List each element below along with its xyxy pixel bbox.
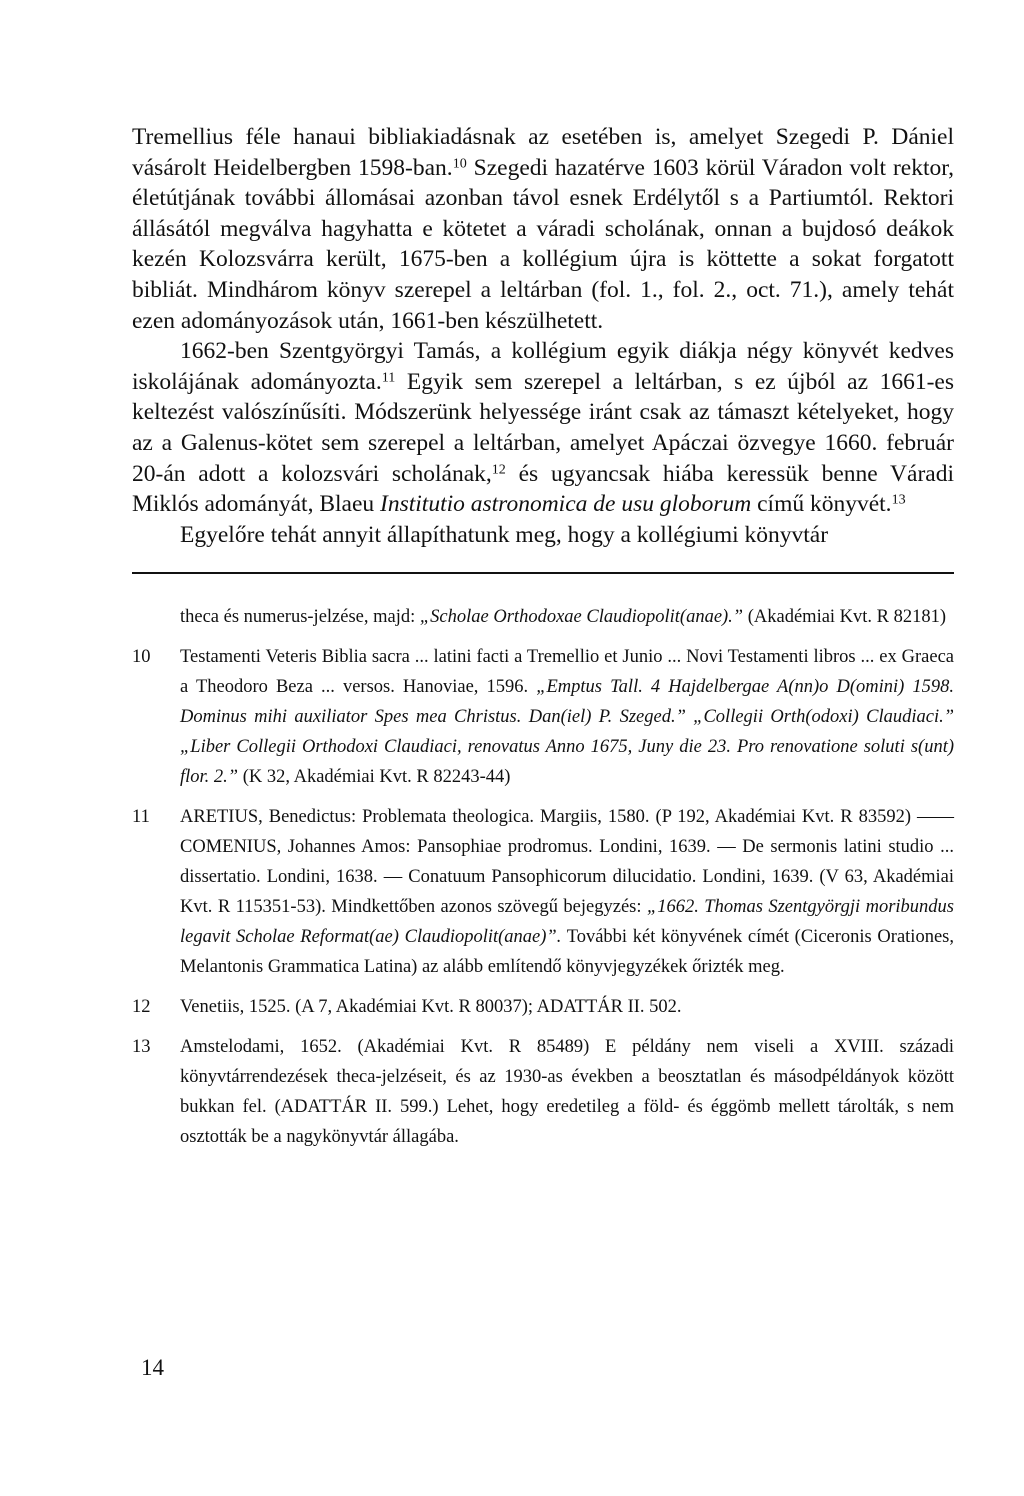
footnote-continuation (132, 602, 954, 632)
footnote-ref-12[interactable]: 12 (491, 460, 506, 477)
page-content (132, 122, 954, 1162)
main-text (132, 122, 954, 550)
paragraph-text: című könyvét. (751, 491, 892, 518)
footnote-number: 12 (132, 997, 151, 1018)
paragraph-text: Tremellius féle hanaui bibliakiadásnak az esetében is, amelyet Szegedi P. Dániel vásárolt Heidelbergben 1598-ban. (132, 124, 954, 181)
footnote-text: (Akadémiai Kvt. R 82181) (743, 607, 947, 628)
footnote-number: 13 (132, 1037, 151, 1058)
paragraph-2 (132, 336, 954, 520)
footnote-text: Amstelodami, 1652. (Akadémiai Kvt. R 85489) E példány nem viseli a XVIII. századi könyvtárrendezések theca-jelzéseit, és az 1930-as években a beosztatlan és másodpéldányok között bukkan fel. (ADATTÁR II. 599.) Lehet, hogy eredetileg a föld- és éggömb mellett tárolták, s nem osztották be a nagykönyvtár állagába. (180, 1037, 954, 1148)
paragraph-text: Szegedi hazatérve 1603 körül Váradon volt rektor, életútjának további állomásai azonban távol esnek Erdélytől s a Partiumtól. Rektori állásától megválva hagyhatta e kötetet a váradi scholának, onnan a bujdosó deákok kezén Kolozsvárra került, 1675-ben a kollégium újra is köttette a sokat forgatott bibliát. Mindhárom könyv szerepel a leltárban (fol. 1., fol. 2., oct. 71.), amely tehát ezen adományozások után, 1661-ben készülhetett. (132, 154, 954, 334)
footnote-11 (132, 802, 954, 982)
paragraph-text: Egyik sem szerepel a leltárban, s ez újból az 1661-es keltezést valószínűsíti. Módszerünk helyessége iránt csak az támaszt kételyeket, hogy az a Galenus-kötet sem szerepel a leltárban, amelyet Apáczai özvegye 1660. február 20-án adott a kolozsvári scholának, (132, 368, 954, 487)
paragraph-1 (132, 122, 954, 336)
paragraph-text: 1662-ben Szentgyörgyi Tamás, a kollégium egyik diákja négy könyvét kedves iskolájának adományozta. (132, 338, 954, 395)
book-title: Institutio astronomica de usu globorum (380, 491, 752, 518)
footnote-12 (132, 992, 954, 1022)
footnote-divider (132, 572, 954, 574)
footnote-text: theca és numerus-jelzése, majd: (180, 607, 420, 628)
footnote-italic: „1662. Thomas Szentgyörgji moribundus legavit Scholae Reformat(ae) Claudiopolit(anae)”. (180, 897, 954, 948)
footnotes (132, 602, 954, 1152)
footnote-text: ARETIUS, Benedictus: Problemata theologica. Margiis, 1580. (P 192, Akadémiai Kvt. R 83592) —— COMENIUS, Johannes Amos: Pansophiae prodromus. Londini, 1639. — De sermonis latini studio ... dissertatio. Londini, 1638. — Conatuum Pansophicorum dilucidatio. Londini, 1639. (V 63, Akadémiai Kvt. R 115351-53). Mindkettőben azonos szövegű bejegyzés: (180, 807, 954, 918)
footnote-text: Testamenti Veteris Biblia sacra ... latini facti a Tremellio et Junio ... Novi Testamenti libros ... ex Graeca a Theodoro Beza ... versos. Hanoviae, 1596. (180, 647, 954, 698)
page-number: 14 (141, 1355, 164, 1380)
footnote-text: További két könyvének címét (Ciceronis Orationes, Melantonis Grammatica Latina) az alább említendő könyvjegyzékek őrizték meg. (180, 927, 954, 978)
footnote-number: 10 (132, 647, 151, 668)
footnote-text: Venetiis, 1525. (A 7, Akadémiai Kvt. R 80037); ADATTÁR II. 502. (180, 997, 682, 1018)
footnote-10 (132, 642, 954, 792)
paragraph-3: Egyelőre tehát annyit állapíthatunk meg, hogy a kollégiumi könyvtár (180, 521, 829, 548)
footnote-text: (K 32, Akadémiai Kvt. R 82243-44) (238, 767, 511, 788)
footnote-13 (132, 1032, 954, 1152)
paragraph-text: és ugyancsak hiába keressük benne Váradi Miklós adományát, Blaeu (132, 460, 954, 518)
footnote-ref-10[interactable]: 10 (452, 154, 467, 171)
footnote-italic: „Emptus Tall. 4 Hajdelbergae A(nn)o D(omini) 1598. Dominus mihi auxiliator Spes mea Christus. Dan(iel) P. Szeged.” „Collegii Orth(odoxi) Claudiaci.” „Liber Collegii Orthodoxi Claudiaci, renovatus Anno 1675, Juny die 23. Pro renovatione soluti s(unt) flor. 2.” (180, 677, 954, 788)
footnote-ref-11[interactable]: 11 (381, 369, 396, 385)
footnote-italic: „Scholae Orthodoxae Claudiopolit(anae).” (419, 607, 744, 628)
footnote-number: 11 (132, 807, 150, 828)
footnote-ref-13[interactable]: 13 (891, 491, 906, 508)
